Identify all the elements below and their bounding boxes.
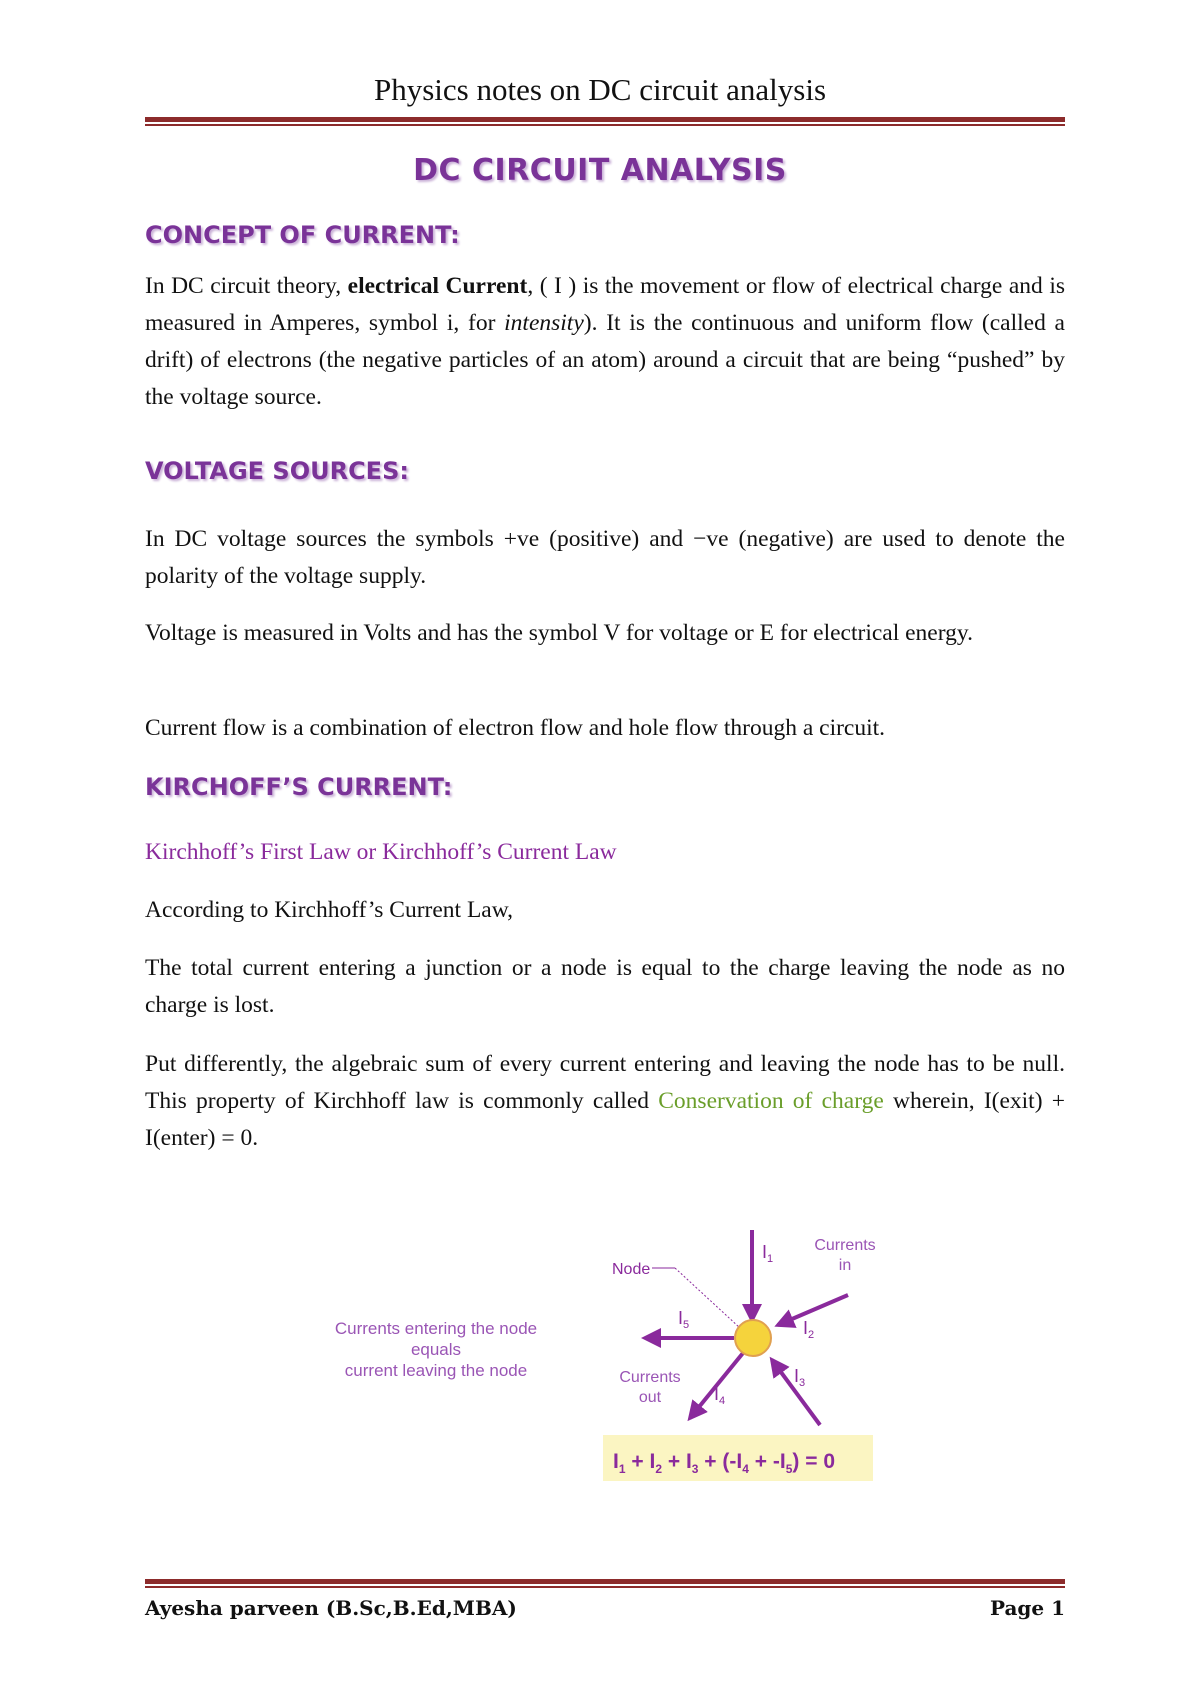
label-i4: $I_4$ — [714, 1384, 726, 1407]
text-segment: Put differently, the algebraic sum of every current entering and leaving the node has to be null. This property of Kirchhoff law is commonly called — [145, 1051, 1065, 1114]
heading-kirchhoff: KIRCHOFF’S CURRENT: — [145, 773, 453, 801]
currents-in-label-1: Currents — [814, 1237, 876, 1254]
paragraph-voltage-2: Voltage is measured in Volts and has the symbol V for voltage or E for electrical energy. — [145, 620, 973, 646]
highlight-term: Conservation of charge — [658, 1088, 884, 1114]
label-i3: $I_3$ — [794, 1366, 806, 1389]
kirchhoff-subtitle: Kirchhoff’s First Law or Kirchhoff’s Current Law — [145, 839, 617, 865]
currents-out-label-1: Currents — [619, 1369, 681, 1386]
label-i2: $I_2$ — [803, 1318, 815, 1341]
diagram-caption-line3: current leaving the node — [344, 1361, 528, 1380]
footer-rule — [145, 1579, 1065, 1588]
paragraph-kirchhoff-1: According to Kirchhoff’s Current Law, — [145, 897, 514, 923]
label-i5: $I_5$ — [678, 1308, 690, 1331]
heading-voltage-sources: VOLTAGE SOURCES: — [145, 457, 409, 485]
bold-term: electrical Current — [347, 273, 528, 299]
footer-page-number: Page 1 — [989, 1596, 1065, 1620]
text-segment: ). It is the continuous and uniform flow (called a drift) of electrons (the negative particles of an atom) around a circuit that are being “pushed” by the voltage source. — [145, 310, 1065, 410]
page-footer — [145, 1596, 1065, 1620]
heading-concept-of-current: CONCEPT OF CURRENT: — [145, 221, 460, 249]
paragraph-kirchhoff-2: The total current entering a junction or a node is equal to the charge leaving the node as no charge is lost. — [145, 955, 1065, 1018]
header-rule — [145, 117, 1065, 126]
kirchhoff-node-diagram — [300, 1210, 900, 1500]
running-header: Physics notes on DC circuit analysis — [373, 72, 827, 107]
paragraph-voltage-1: In DC voltage sources the symbols +ve (positive) and −ve (negative) are used to denote the polarity of the voltage supply. — [145, 526, 1065, 589]
node-label: Node — [612, 1261, 651, 1278]
document-title: DC CIRCUIT ANALYSIS — [413, 153, 787, 188]
italic-term: intensity — [504, 310, 584, 336]
paragraph-current — [145, 268, 1065, 416]
text-segment: , ( I ) is the movement or flow of electrical charge and is measured in Amperes, symbol i, for — [145, 273, 1065, 336]
paragraph-voltage-3: Current flow is a combination of electron flow and hole flow through a circuit. — [145, 715, 886, 741]
diagram-caption-line2: equals — [410, 1340, 462, 1359]
label-i1: $I_1$ — [762, 1242, 774, 1265]
node-junction — [735, 1320, 771, 1356]
kcl-equation: $I_1 + I_2 + I_3 + (-I_4 + -I_5) = 0$ — [613, 1450, 835, 1476]
arrow-i2 — [778, 1295, 848, 1325]
paragraph-kirchhoff-3 — [145, 1046, 1065, 1157]
footer-author: Ayesha parveen (B.Sc,B.Ed,MBA) — [145, 1596, 517, 1620]
currents-in-label-2: in — [838, 1257, 852, 1274]
currents-out-label-2: out — [638, 1389, 662, 1406]
text-segment: wherein, I(exit) + I(enter) = 0. — [145, 1088, 1066, 1151]
diagram-caption-line1: Currents entering the node — [334, 1319, 538, 1338]
text-segment: In DC circuit theory, — [145, 273, 348, 299]
